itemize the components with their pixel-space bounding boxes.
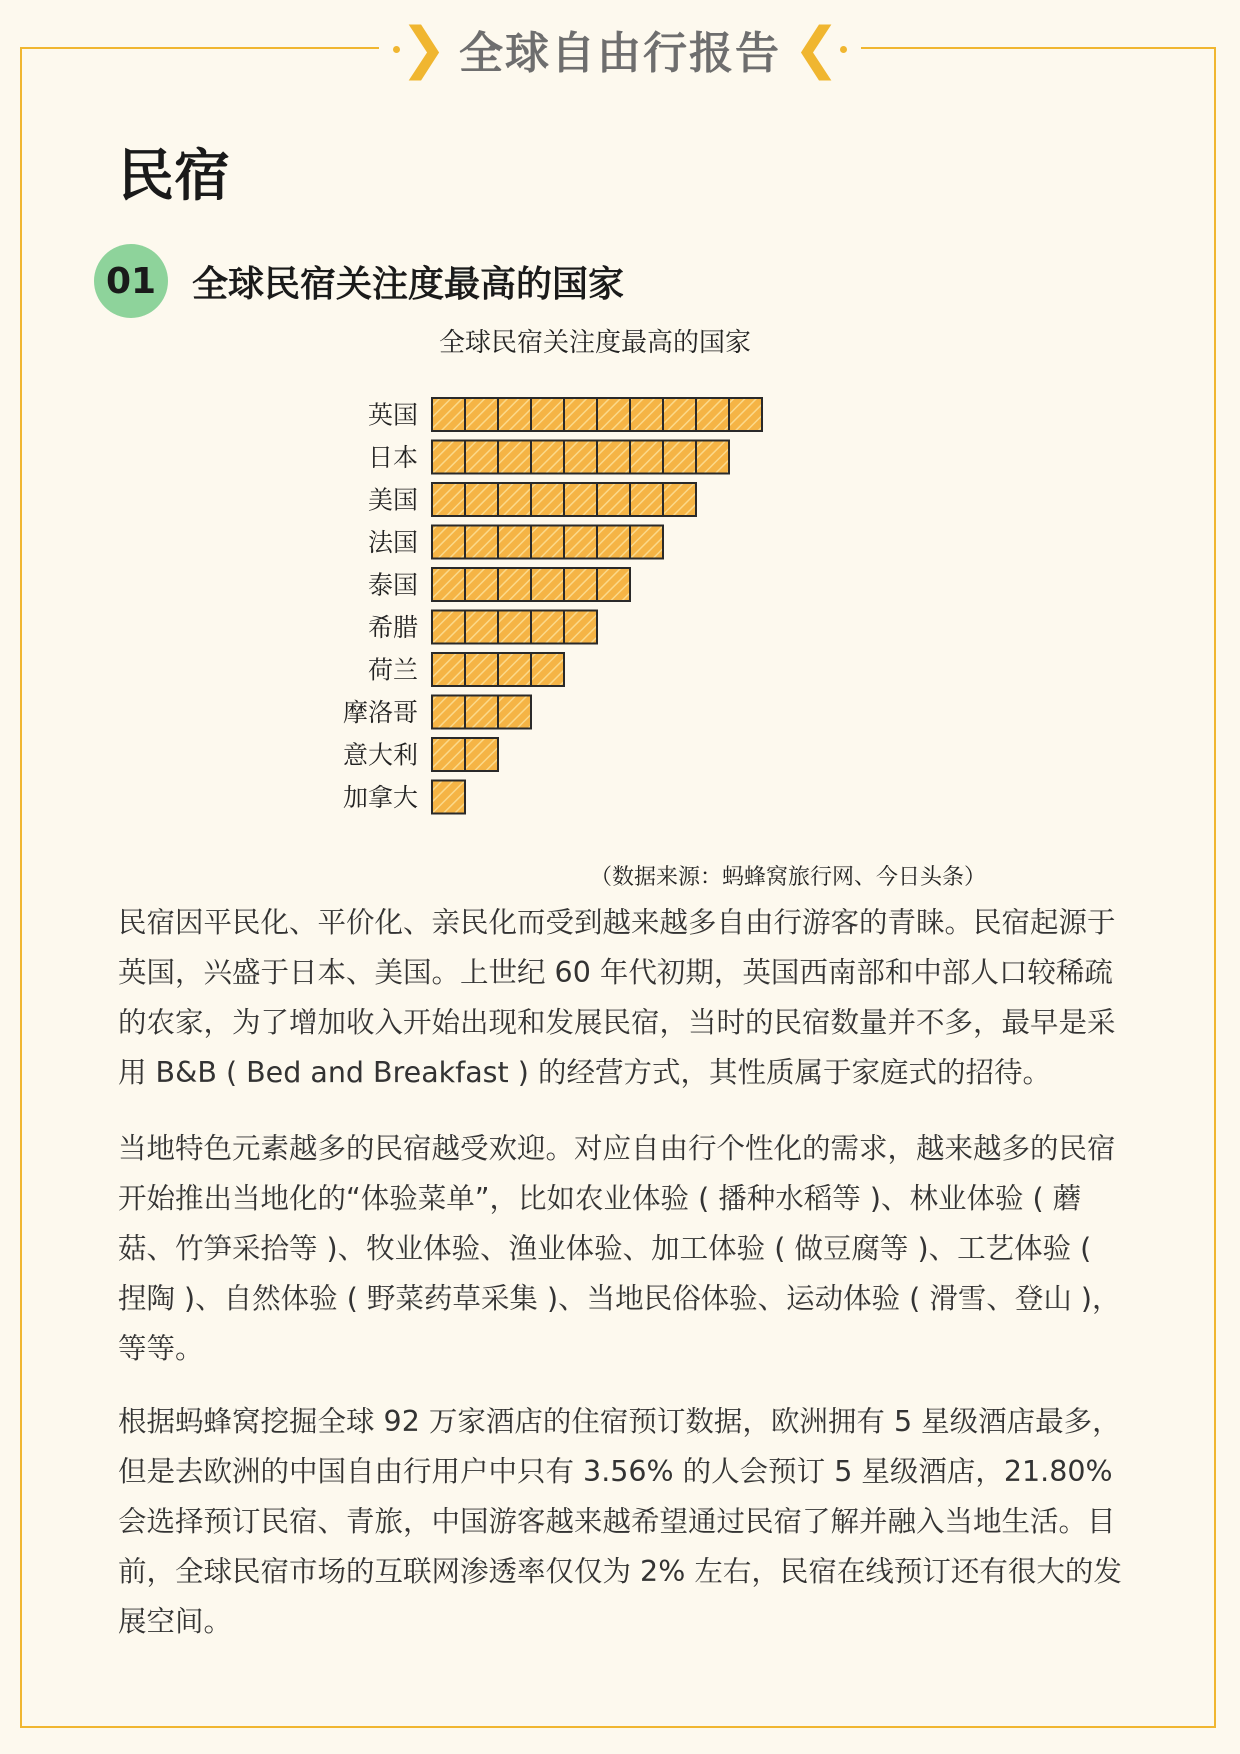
- dot-icon: [393, 46, 400, 53]
- bar-block: [432, 441, 465, 474]
- bar-block: [432, 781, 465, 814]
- bar-block: [531, 398, 564, 431]
- chart-source: （数据来源：蚂蜂窝旅行网、今日头条）: [590, 865, 987, 890]
- bar: [432, 611, 597, 644]
- bar-block: [531, 526, 564, 559]
- bar-block: [498, 568, 531, 601]
- bar-label: 意大利: [342, 740, 418, 770]
- bar-block: [498, 653, 531, 686]
- bar-block: [465, 526, 498, 559]
- bar-block: [531, 441, 564, 474]
- bar-block: [465, 483, 498, 516]
- report-title: 全球自由行报告: [459, 28, 781, 79]
- bar-block: [498, 611, 531, 644]
- chart-title: 全球民宿关注度最高的国家: [438, 328, 751, 358]
- bar: [432, 526, 663, 559]
- bar: [432, 441, 729, 474]
- bar-block: [432, 483, 465, 516]
- bar: [432, 653, 564, 686]
- bar: [432, 696, 531, 729]
- bar-block: [597, 398, 630, 431]
- bar-block: [432, 738, 465, 771]
- subsection-title: 全球民宿关注度最高的国家: [192, 264, 625, 305]
- bar: [432, 483, 696, 516]
- bar-label: 加拿大: [342, 783, 418, 812]
- bar-block: [465, 611, 498, 644]
- chevron-right-icon: ❯: [400, 16, 447, 81]
- bar-label: 日本: [367, 443, 418, 472]
- dot-icon: [840, 46, 847, 53]
- bar-block: [564, 526, 597, 559]
- bar-block: [630, 483, 663, 516]
- paragraph-booking-data: 根据蚂蜂窝挖掘全球 92 万家酒店的住宿预订数据，欧洲拥有 5 星级酒店最多，但是去欧洲的中国自由行用户中只有 3.56% 的人会预订 5 星级酒店，21.80% 会选择预订民宿、青旅，中国游客越来越希望通过民宿了解并融入当地生活。目前，全球民宿市场的互联网渗透率仅仅为 2% 左右，民宿在线预订还有很大的发展空间。: [118, 1405, 1122, 1638]
- bar-block: [432, 653, 465, 686]
- bar: [432, 781, 465, 814]
- bar-label: 荷兰: [367, 655, 418, 685]
- bar-block: [663, 398, 696, 431]
- section-number-badge: 01: [94, 244, 168, 318]
- section-title: 民宿: [118, 143, 230, 209]
- bar-block: [564, 398, 597, 431]
- bar-label: 希腊: [367, 613, 418, 642]
- paragraph-local-features: 当地特色元素越多的民宿越受欢迎。对应自由行个性化的需求，越来越多的民宿开始推出当地化的“体验菜单”，比如农业体验 ( 播种水稻等 )、林业体验 ( 蘑菇、竹笋采拾等 )、牧业体验、渔业体验、加工体验 ( 做豆腐等 )、工艺体验 ( 捏陶 )、自然体验 ( 野菜药草采集 )、当地民俗体验、运动体验 ( 滑雪、登山 )，等等。: [118, 1132, 1121, 1365]
- bar: [432, 738, 498, 771]
- bar-block: [498, 696, 531, 729]
- bar-block: [432, 611, 465, 644]
- bar-block: [531, 653, 564, 686]
- bar-block: [696, 441, 729, 474]
- bar-chart: [300, 390, 820, 830]
- bar-block: [630, 441, 663, 474]
- bar-block: [432, 398, 465, 431]
- bar-block: [498, 441, 531, 474]
- bar-block: [465, 441, 498, 474]
- bar-block: [663, 483, 696, 516]
- bar-block: [564, 611, 597, 644]
- chevron-left-icon: ❮: [793, 16, 840, 81]
- bar-block: [465, 696, 498, 729]
- bar-label: 摩洛哥: [342, 698, 418, 727]
- bar-block: [498, 526, 531, 559]
- bar-block: [465, 398, 498, 431]
- page-header: [0, 14, 1240, 84]
- bar-label: 美国: [367, 485, 418, 515]
- bar-block: [432, 696, 465, 729]
- bar: [432, 398, 762, 431]
- bar-block: [597, 483, 630, 516]
- bar-block: [630, 526, 663, 559]
- bar-block: [729, 398, 762, 431]
- bar-block: [531, 568, 564, 601]
- bar-block: [498, 483, 531, 516]
- bar-block: [531, 611, 564, 644]
- bar-block: [597, 568, 630, 601]
- bar-label: 英国: [367, 400, 418, 430]
- bar-block: [663, 441, 696, 474]
- bar-block: [564, 441, 597, 474]
- bar-block: [465, 568, 498, 601]
- bar-block: [630, 398, 663, 431]
- bar-block: [498, 398, 531, 431]
- bar-block: [564, 483, 597, 516]
- bar: [432, 568, 630, 601]
- paragraph-origin: 民宿因平民化、平价化、亲民化而受到越来越多自由行游客的青睐。民宿起源于英国，兴盛于日本、美国。上世纪 60 年代初期，英国西南部和中部人口较稀疏的农家，为了增加收入开始出现和发展民宿，当时的民宿数量并不多，最早是采用 B&B ( Bed and Breakfast ) 的经营方式，其性质属于家庭式的招待。: [118, 906, 1116, 1089]
- bar-block: [465, 653, 498, 686]
- bar-block: [597, 441, 630, 474]
- bar-block: [432, 568, 465, 601]
- bar-block: [564, 568, 597, 601]
- bar-label: 法国: [367, 528, 418, 557]
- bar-block: [432, 526, 465, 559]
- bar-label: 泰国: [367, 570, 418, 600]
- bar-block: [597, 526, 630, 559]
- bar-block: [531, 483, 564, 516]
- bar-block: [696, 398, 729, 431]
- bar-block: [465, 738, 498, 771]
